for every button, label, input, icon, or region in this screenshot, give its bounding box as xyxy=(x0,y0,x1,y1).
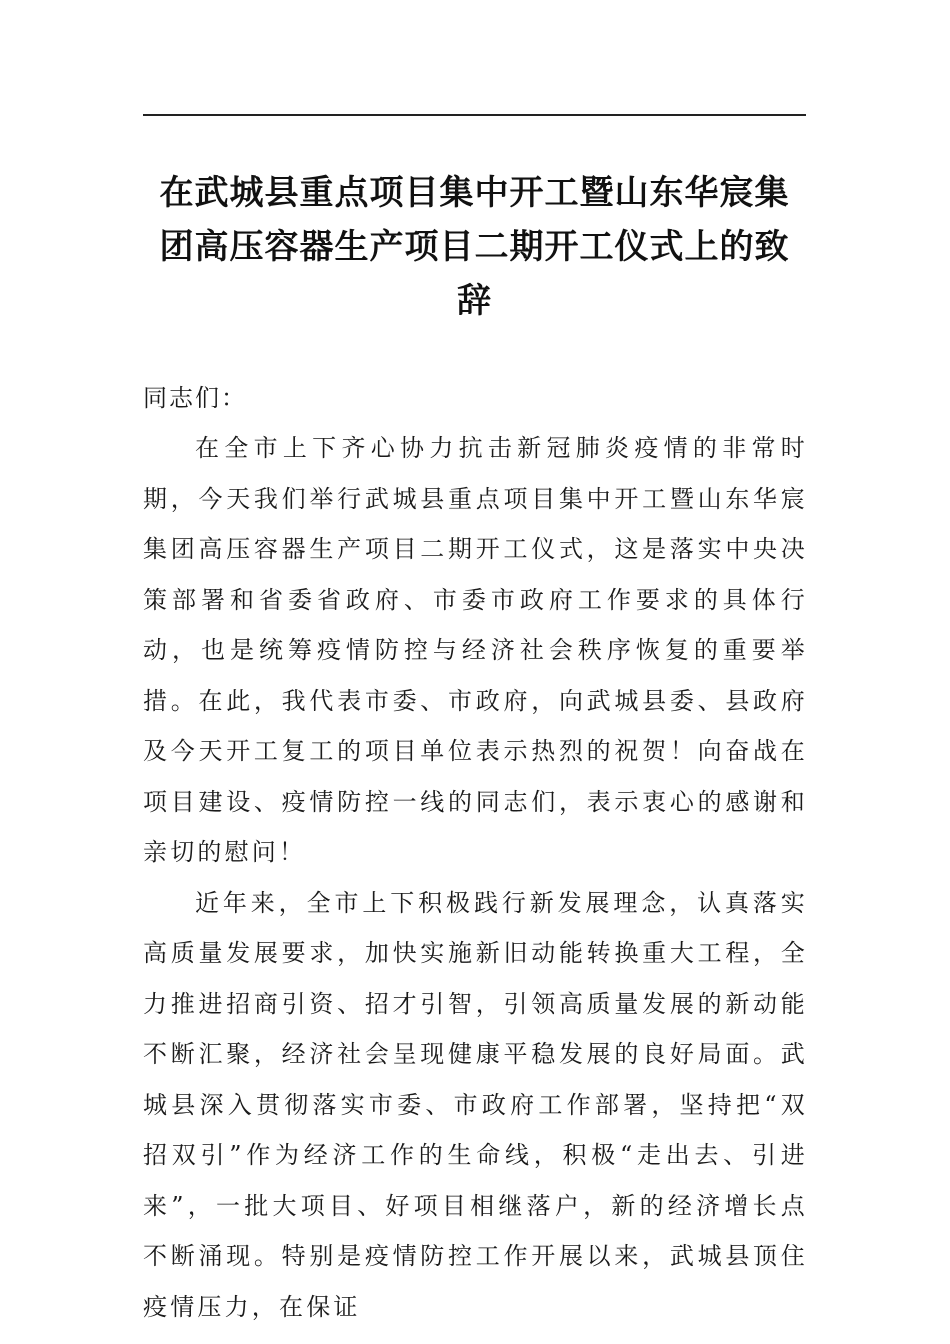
document-title: 在武城县重点项目集中开工暨山东华宸集团高压容器生产项目二期开工仪式上的致辞 xyxy=(159,173,790,321)
document-body xyxy=(143,373,808,1332)
paragraph-1: 在全市上下齐心协力抗击新冠肺炎疫情的非常时期，今天我们举行武城县重点项目集中开工暨山东华宸集团高压容器生产项目二期开工仪式，这是落实中央决策部署和省委省政府、市委市政府工作要求的具体行动，也是统筹疫情防控与经济社会秩序恢复的重要举措。在此，我代表市委、市政府，向武城县委、县政府及今天开工复工的项目单位表示热烈的祝贺！向奋战在项目建设、疫情防控一线的同志们，表示衷心的感谢和亲切的慰问！ xyxy=(143,434,808,866)
salutation: 同志们： xyxy=(143,384,247,412)
paragraph-2: 近年来，全市上下积极践行新发展理念，认真落实高质量发展要求，加快实施新旧动能转换重大工程，全力推进招商引资、招才引智，引领高质量发展的新动能不断汇聚，经济社会呈现健康平稳发展的良好局面。武城县深入贯彻落实市委、市政府工作部署，坚持把“双招双引”作为经济工作的生命线，积极“走出去、引进来”，一批大项目、好项目相继落户，新的经济增长点不断涌现。特别是疫情防控工作开展以来，武城县顶住疫情压力，在保证 xyxy=(143,888,808,1321)
header-rule xyxy=(143,114,806,116)
